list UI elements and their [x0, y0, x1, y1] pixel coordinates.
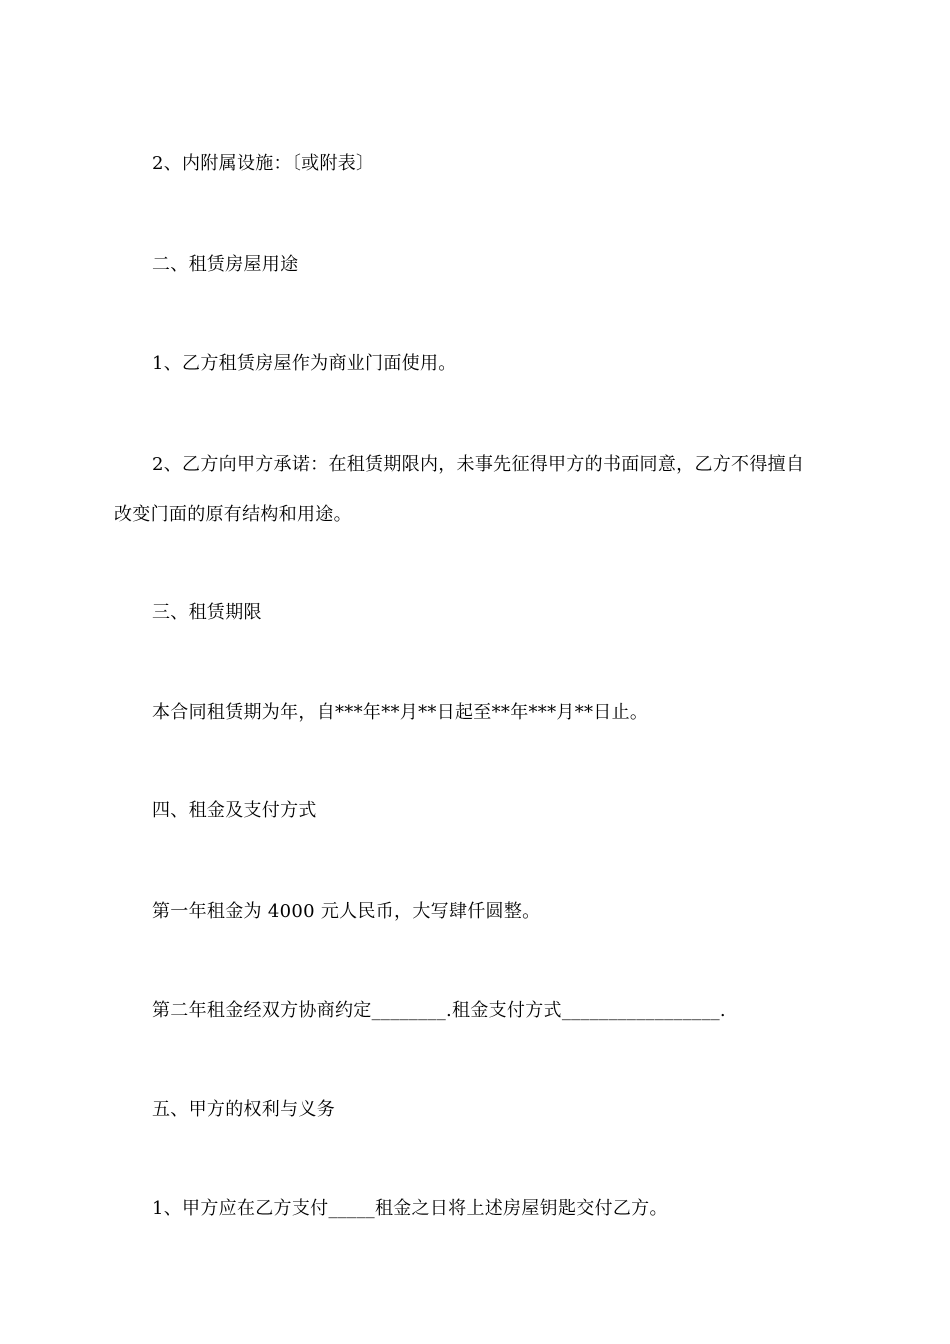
paragraph-landlord-duty-1: 1、甲方应在乙方支付_____租金之日将上述房屋钥匙交付乙方。: [152, 1198, 668, 1219]
paragraph-rent-year-2: 第二年租金经双方协商约定________.租金支付方式_________________.: [152, 1000, 726, 1021]
heading-section-2: 二、租赁房屋用途: [152, 254, 299, 275]
heading-section-4: 四、租金及支付方式: [152, 800, 317, 821]
heading-section-5: 五、甲方的权利与义务: [152, 1099, 335, 1120]
paragraph-facilities: 2、内附属设施：〔或附表〕: [152, 153, 375, 174]
paragraph-usage-2-continued: 改变门面的原有结构和用途。: [114, 504, 352, 525]
paragraph-usage-1: 1、乙方租赁房屋作为商业门面使用。: [152, 353, 457, 374]
paragraph-lease-term: 本合同租赁期为年，自***年**月**日起至**年***月**日止。: [152, 702, 649, 723]
paragraph-usage-2: 2、乙方向甲方承诺：在租赁期限内，未事先征得甲方的书面同意，乙方不得擅自: [152, 454, 805, 475]
heading-section-3: 三、租赁期限: [152, 602, 262, 623]
paragraph-rent-year-1: 第一年租金为 4000 元人民币，大写肆仟圆整。: [152, 901, 541, 922]
